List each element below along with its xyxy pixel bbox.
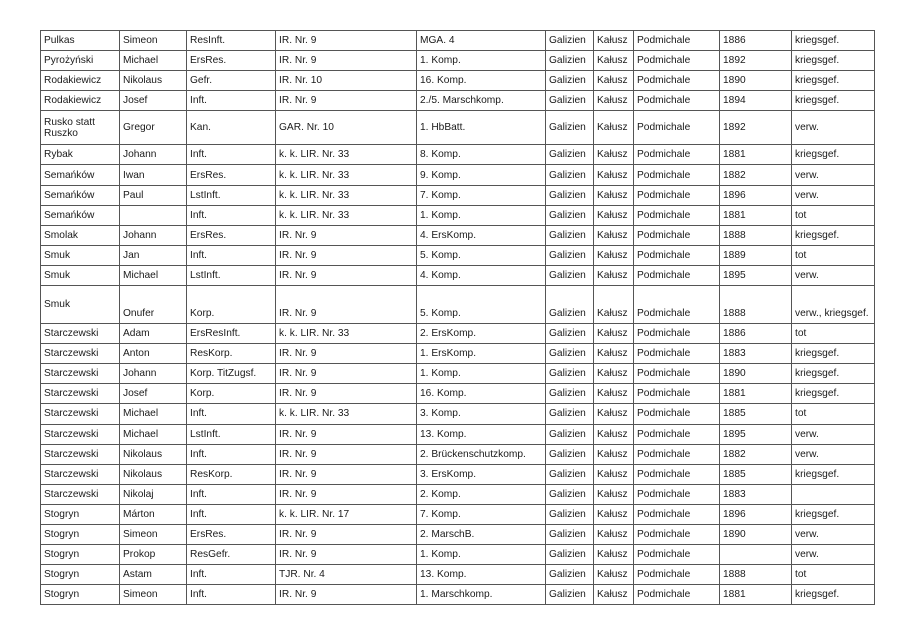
cell-district: Kałusz: [594, 265, 634, 285]
cell-status: tot: [792, 205, 875, 225]
cell-unit: MGA. 4: [417, 31, 546, 51]
cell-regiment: IR. Nr. 9: [276, 424, 417, 444]
cell-birth-year: 1881: [720, 145, 792, 165]
cell-first-name: Simeon: [120, 31, 187, 51]
cell-province: Galizien: [546, 404, 594, 424]
cell-rank: Korp.: [187, 384, 276, 404]
table-row: [41, 91, 875, 111]
cell-birth-year: 1890: [720, 71, 792, 91]
cell-birth-year: 1895: [720, 265, 792, 285]
cell-regiment: k. k. LIR. Nr. 33: [276, 185, 417, 205]
cell-status: tot: [792, 245, 875, 265]
cell-rank: ErsRes.: [187, 51, 276, 71]
cell-surname: Starczewski: [41, 464, 120, 484]
table-row: [41, 71, 875, 91]
cell-unit: 16. Komp.: [417, 384, 546, 404]
cell-unit: 13. Komp.: [417, 565, 546, 585]
cell-village: Podmichale: [634, 464, 720, 484]
cell-rank: Inft.: [187, 205, 276, 225]
table-row: [41, 585, 875, 605]
cell-rank: Gefr.: [187, 71, 276, 91]
table-row: [41, 145, 875, 165]
cell-district: Kałusz: [594, 225, 634, 245]
table-row: [41, 545, 875, 565]
cell-province: Galizien: [546, 245, 594, 265]
cell-village: Podmichale: [634, 404, 720, 424]
cell-district: Kałusz: [594, 545, 634, 565]
cell-province: Galizien: [546, 225, 594, 245]
cell-first-name: Johann: [120, 364, 187, 384]
cell-first-name: Johann: [120, 145, 187, 165]
cell-birth-year: 1896: [720, 504, 792, 524]
cell-birth-year: [720, 545, 792, 565]
cell-province: Galizien: [546, 565, 594, 585]
cell-surname: Starczewski: [41, 484, 120, 504]
cell-unit: 4. ErsKomp.: [417, 225, 546, 245]
cell-first-name: Onufer: [120, 286, 187, 324]
cell-village: Podmichale: [634, 165, 720, 185]
cell-birth-year: 1886: [720, 31, 792, 51]
cell-unit: 8. Komp.: [417, 145, 546, 165]
cell-unit: 7. Komp.: [417, 185, 546, 205]
cell-surname: Smuk: [41, 265, 120, 285]
cell-village: Podmichale: [634, 484, 720, 504]
cell-unit: 1. Komp.: [417, 51, 546, 71]
cell-status: verw.: [792, 165, 875, 185]
table-row: [41, 225, 875, 245]
cell-first-name: Michael: [120, 424, 187, 444]
cell-status: kriegsgef.: [792, 384, 875, 404]
cell-rank: ResKorp.: [187, 344, 276, 364]
cell-village: Podmichale: [634, 111, 720, 145]
cell-status: verw.: [792, 111, 875, 145]
cell-status: kriegsgef.: [792, 31, 875, 51]
cell-surname: Stogryn: [41, 565, 120, 585]
cell-first-name: Iwan: [120, 165, 187, 185]
cell-district: Kałusz: [594, 51, 634, 71]
cell-first-name: Nikolaus: [120, 444, 187, 464]
cell-birth-year: 1888: [720, 225, 792, 245]
cell-unit: 1. ErsKomp.: [417, 344, 546, 364]
cell-birth-year: 1882: [720, 444, 792, 464]
cell-surname: Stogryn: [41, 545, 120, 565]
cell-district: Kałusz: [594, 424, 634, 444]
cell-regiment: k. k. LIR. Nr. 33: [276, 205, 417, 225]
cell-rank: Kan.: [187, 111, 276, 145]
cell-province: Galizien: [546, 205, 594, 225]
cell-regiment: IR. Nr. 9: [276, 51, 417, 71]
cell-rank: ErsRes.: [187, 225, 276, 245]
table-row: [41, 565, 875, 585]
table-row: [41, 31, 875, 51]
cell-district: Kałusz: [594, 185, 634, 205]
cell-unit: 1. Komp.: [417, 364, 546, 384]
cell-surname: Smolak: [41, 225, 120, 245]
cell-unit: 2./5. Marschkomp.: [417, 91, 546, 111]
cell-province: Galizien: [546, 145, 594, 165]
cell-village: Podmichale: [634, 245, 720, 265]
cell-province: Galizien: [546, 31, 594, 51]
cell-province: Galizien: [546, 585, 594, 605]
cell-birth-year: 1890: [720, 524, 792, 544]
cell-birth-year: 1889: [720, 245, 792, 265]
cell-province: Galizien: [546, 384, 594, 404]
cell-unit: 5. Komp.: [417, 286, 546, 324]
cell-rank: Inft.: [187, 444, 276, 464]
cell-regiment: k. k. LIR. Nr. 17: [276, 504, 417, 524]
cell-district: Kałusz: [594, 504, 634, 524]
cell-unit: 13. Komp.: [417, 424, 546, 444]
table-row: [41, 504, 875, 524]
cell-village: Podmichale: [634, 444, 720, 464]
cell-first-name: Gregor: [120, 111, 187, 145]
cell-province: Galizien: [546, 324, 594, 344]
cell-village: Podmichale: [634, 424, 720, 444]
cell-surname: Starczewski: [41, 424, 120, 444]
cell-status: verw.: [792, 444, 875, 464]
cell-unit: 2. MarschB.: [417, 524, 546, 544]
cell-province: Galizien: [546, 111, 594, 145]
cell-regiment: IR. Nr. 10: [276, 71, 417, 91]
cell-surname: Starczewski: [41, 324, 120, 344]
cell-first-name: Adam: [120, 324, 187, 344]
cell-surname: Semańków: [41, 185, 120, 205]
cell-district: Kałusz: [594, 404, 634, 424]
cell-regiment: IR. Nr. 9: [276, 265, 417, 285]
cell-rank: ResInft.: [187, 31, 276, 51]
cell-village: Podmichale: [634, 585, 720, 605]
table-row: [41, 384, 875, 404]
cell-regiment: k. k. LIR. Nr. 33: [276, 404, 417, 424]
cell-province: Galizien: [546, 545, 594, 565]
cell-surname: Pulkas: [41, 31, 120, 51]
cell-rank: Inft.: [187, 245, 276, 265]
cell-first-name: Simeon: [120, 524, 187, 544]
cell-province: Galizien: [546, 464, 594, 484]
cell-village: Podmichale: [634, 31, 720, 51]
cell-surname: Stogryn: [41, 504, 120, 524]
cell-regiment: k. k. LIR. Nr. 33: [276, 145, 417, 165]
cell-unit: 1. Marschkomp.: [417, 585, 546, 605]
cell-province: Galizien: [546, 424, 594, 444]
cell-regiment: IR. Nr. 9: [276, 524, 417, 544]
cell-status: tot: [792, 324, 875, 344]
cell-surname: Starczewski: [41, 364, 120, 384]
cell-province: Galizien: [546, 504, 594, 524]
cell-district: Kałusz: [594, 585, 634, 605]
cell-district: Kałusz: [594, 165, 634, 185]
cell-rank: Inft.: [187, 91, 276, 111]
cell-regiment: k. k. LIR. Nr. 33: [276, 324, 417, 344]
table-row: [41, 364, 875, 384]
cell-district: Kałusz: [594, 565, 634, 585]
cell-birth-year: 1885: [720, 404, 792, 424]
cell-status: verw.: [792, 424, 875, 444]
cell-surname: Rusko statt Ruszko: [41, 111, 120, 145]
cell-birth-year: 1892: [720, 111, 792, 145]
cell-status: verw.: [792, 185, 875, 205]
cell-regiment: IR. Nr. 9: [276, 245, 417, 265]
cell-status: tot: [792, 565, 875, 585]
cell-surname: Smuk: [41, 245, 120, 265]
cell-status: kriegsgef.: [792, 225, 875, 245]
cell-regiment: IR. Nr. 9: [276, 464, 417, 484]
cell-status: kriegsgef.: [792, 364, 875, 384]
cell-regiment: IR. Nr. 9: [276, 384, 417, 404]
cell-birth-year: 1881: [720, 205, 792, 225]
cell-surname: Rodakiewicz: [41, 71, 120, 91]
cell-village: Podmichale: [634, 384, 720, 404]
cell-village: Podmichale: [634, 185, 720, 205]
cell-regiment: IR. Nr. 9: [276, 545, 417, 565]
cell-district: Kałusz: [594, 205, 634, 225]
cell-village: Podmichale: [634, 524, 720, 544]
cell-status: verw., kriegsgef.: [792, 286, 875, 324]
cell-birth-year: 1888: [720, 286, 792, 324]
table-row: [41, 424, 875, 444]
cell-birth-year: 1881: [720, 585, 792, 605]
cell-surname: Stogryn: [41, 524, 120, 544]
cell-status: verw.: [792, 265, 875, 285]
cell-first-name: Astam: [120, 565, 187, 585]
cell-surname: Rodakiewicz: [41, 91, 120, 111]
cell-province: Galizien: [546, 165, 594, 185]
cell-district: Kałusz: [594, 524, 634, 544]
cell-village: Podmichale: [634, 265, 720, 285]
cell-first-name: Prokop: [120, 545, 187, 565]
cell-province: Galizien: [546, 265, 594, 285]
table-row: [41, 111, 875, 145]
cell-first-name: Nikolaus: [120, 464, 187, 484]
cell-birth-year: 1886: [720, 324, 792, 344]
cell-rank: LstInft.: [187, 265, 276, 285]
cell-status: kriegsgef.: [792, 504, 875, 524]
table-body: [41, 31, 875, 605]
cell-district: Kałusz: [594, 286, 634, 324]
cell-regiment: TJR. Nr. 4: [276, 565, 417, 585]
cell-district: Kałusz: [594, 111, 634, 145]
cell-village: Podmichale: [634, 286, 720, 324]
casualty-list-table: [40, 30, 875, 605]
cell-regiment: IR. Nr. 9: [276, 225, 417, 245]
cell-surname: Semańków: [41, 165, 120, 185]
cell-rank: Inft.: [187, 145, 276, 165]
cell-village: Podmichale: [634, 91, 720, 111]
table-row: [41, 165, 875, 185]
cell-status: kriegsgef.: [792, 344, 875, 364]
cell-unit: 2. Komp.: [417, 484, 546, 504]
cell-status: verw.: [792, 524, 875, 544]
cell-first-name: Josef: [120, 384, 187, 404]
cell-regiment: IR. Nr. 9: [276, 286, 417, 324]
cell-district: Kałusz: [594, 245, 634, 265]
cell-village: Podmichale: [634, 324, 720, 344]
cell-province: Galizien: [546, 185, 594, 205]
cell-birth-year: 1896: [720, 185, 792, 205]
table-row: [41, 324, 875, 344]
cell-unit: 1. Komp.: [417, 545, 546, 565]
cell-district: Kałusz: [594, 71, 634, 91]
cell-birth-year: 1892: [720, 51, 792, 71]
cell-status: tot: [792, 404, 875, 424]
cell-unit: 5. Komp.: [417, 245, 546, 265]
cell-surname: Starczewski: [41, 384, 120, 404]
cell-birth-year: 1883: [720, 344, 792, 364]
cell-first-name: Anton: [120, 344, 187, 364]
cell-province: Galizien: [546, 524, 594, 544]
cell-rank: Inft.: [187, 565, 276, 585]
cell-first-name: Michael: [120, 404, 187, 424]
cell-province: Galizien: [546, 364, 594, 384]
cell-district: Kałusz: [594, 364, 634, 384]
cell-unit: 16. Komp.: [417, 71, 546, 91]
cell-birth-year: 1885: [720, 464, 792, 484]
cell-rank: Inft.: [187, 585, 276, 605]
cell-first-name: Márton: [120, 504, 187, 524]
cell-rank: ErsRes.: [187, 165, 276, 185]
table-row: [41, 524, 875, 544]
cell-first-name: Simeon: [120, 585, 187, 605]
cell-village: Podmichale: [634, 205, 720, 225]
cell-regiment: IR. Nr. 9: [276, 344, 417, 364]
cell-first-name: [120, 205, 187, 225]
cell-province: Galizien: [546, 71, 594, 91]
cell-rank: Inft.: [187, 504, 276, 524]
cell-unit: 9. Komp.: [417, 165, 546, 185]
cell-regiment: IR. Nr. 9: [276, 484, 417, 504]
cell-rank: LstInft.: [187, 424, 276, 444]
cell-surname: Starczewski: [41, 404, 120, 424]
cell-surname: Semańków: [41, 205, 120, 225]
cell-unit: 1. HbBatt.: [417, 111, 546, 145]
cell-rank: Inft.: [187, 484, 276, 504]
cell-unit: 3. Komp.: [417, 404, 546, 424]
cell-regiment: k. k. LIR. Nr. 33: [276, 165, 417, 185]
cell-regiment: IR. Nr. 9: [276, 585, 417, 605]
cell-first-name: Michael: [120, 51, 187, 71]
cell-rank: ResKorp.: [187, 464, 276, 484]
table-row: [41, 344, 875, 364]
cell-district: Kałusz: [594, 91, 634, 111]
cell-unit: 2. ErsKomp.: [417, 324, 546, 344]
cell-status: kriegsgef.: [792, 145, 875, 165]
cell-unit: 3. ErsKomp.: [417, 464, 546, 484]
cell-surname: Stogryn: [41, 585, 120, 605]
table-row: [41, 484, 875, 504]
cell-village: Podmichale: [634, 225, 720, 245]
table-row: [41, 444, 875, 464]
cell-first-name: Michael: [120, 265, 187, 285]
cell-surname: Smuk: [41, 286, 120, 324]
cell-village: Podmichale: [634, 145, 720, 165]
cell-birth-year: 1888: [720, 565, 792, 585]
cell-status: kriegsgef.: [792, 585, 875, 605]
cell-regiment: IR. Nr. 9: [276, 31, 417, 51]
table-row: [41, 205, 875, 225]
cell-regiment: GAR. Nr. 10: [276, 111, 417, 145]
cell-village: Podmichale: [634, 71, 720, 91]
cell-village: Podmichale: [634, 545, 720, 565]
cell-district: Kałusz: [594, 31, 634, 51]
cell-district: Kałusz: [594, 145, 634, 165]
table-row: [41, 265, 875, 285]
cell-status: kriegsgef.: [792, 91, 875, 111]
cell-district: Kałusz: [594, 384, 634, 404]
cell-first-name: Nikolaus: [120, 71, 187, 91]
table-row: [41, 185, 875, 205]
cell-unit: 1. Komp.: [417, 205, 546, 225]
cell-rank: Korp.: [187, 286, 276, 324]
cell-first-name: Johann: [120, 225, 187, 245]
cell-birth-year: 1881: [720, 384, 792, 404]
cell-village: Podmichale: [634, 51, 720, 71]
cell-regiment: IR. Nr. 9: [276, 444, 417, 464]
cell-status: kriegsgef.: [792, 51, 875, 71]
cell-province: Galizien: [546, 344, 594, 364]
cell-district: Kałusz: [594, 324, 634, 344]
cell-province: Galizien: [546, 91, 594, 111]
cell-village: Podmichale: [634, 364, 720, 384]
cell-province: Galizien: [546, 286, 594, 324]
cell-district: Kałusz: [594, 484, 634, 504]
cell-regiment: IR. Nr. 9: [276, 364, 417, 384]
table-row: [41, 245, 875, 265]
cell-surname: Starczewski: [41, 444, 120, 464]
cell-birth-year: 1882: [720, 165, 792, 185]
cell-village: Podmichale: [634, 504, 720, 524]
cell-surname: Rybak: [41, 145, 120, 165]
cell-birth-year: 1883: [720, 484, 792, 504]
table-row: [41, 51, 875, 71]
cell-province: Galizien: [546, 51, 594, 71]
cell-district: Kałusz: [594, 344, 634, 364]
cell-village: Podmichale: [634, 565, 720, 585]
cell-surname: Starczewski: [41, 344, 120, 364]
cell-regiment: IR. Nr. 9: [276, 91, 417, 111]
cell-status: kriegsgef.: [792, 464, 875, 484]
cell-status: kriegsgef.: [792, 71, 875, 91]
cell-birth-year: 1895: [720, 424, 792, 444]
table-row: [41, 404, 875, 424]
cell-rank: LstInft.: [187, 185, 276, 205]
cell-rank: Korp. TitZugsf.: [187, 364, 276, 384]
cell-status: verw.: [792, 545, 875, 565]
table-row: [41, 464, 875, 484]
cell-first-name: Jan: [120, 245, 187, 265]
cell-rank: ResGefr.: [187, 545, 276, 565]
table-row: [41, 286, 875, 324]
cell-unit: 2. Brückenschutzkomp.: [417, 444, 546, 464]
cell-rank: Inft.: [187, 404, 276, 424]
cell-birth-year: 1894: [720, 91, 792, 111]
cell-village: Podmichale: [634, 344, 720, 364]
cell-rank: ErsRes.: [187, 524, 276, 544]
cell-district: Kałusz: [594, 444, 634, 464]
cell-unit: 7. Komp.: [417, 504, 546, 524]
cell-first-name: Josef: [120, 91, 187, 111]
cell-unit: 4. Komp.: [417, 265, 546, 285]
cell-surname: Pyrożyński: [41, 51, 120, 71]
cell-first-name: Nikolaj: [120, 484, 187, 504]
cell-rank: ErsResInft.: [187, 324, 276, 344]
cell-district: Kałusz: [594, 464, 634, 484]
cell-first-name: Paul: [120, 185, 187, 205]
cell-province: Galizien: [546, 444, 594, 464]
cell-province: Galizien: [546, 484, 594, 504]
cell-birth-year: 1890: [720, 364, 792, 384]
cell-status: [792, 484, 875, 504]
